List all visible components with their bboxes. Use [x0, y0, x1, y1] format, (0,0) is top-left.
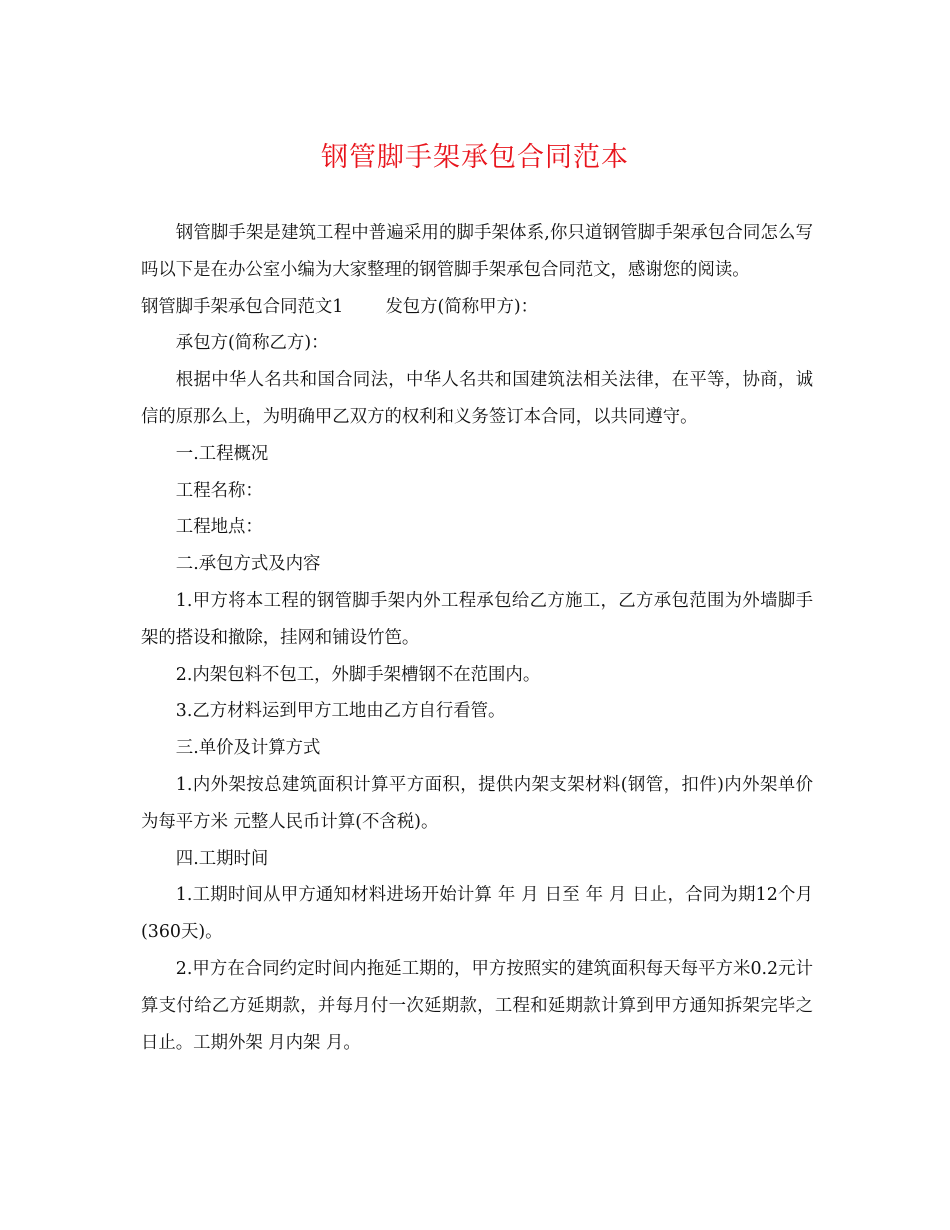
clause-schedule-1: 1.工期时间从甲方通知材料进场开始计算 年 月 日至 年 月 日止，合同为期12个月(360天)。 — [141, 885, 813, 943]
clause-pricing-1: 1.内外架按总建筑面积计算平方面积，提供内架支架材料(钢管，扣件)内外架单价为每平方米 元整人民币计算(不含税)。 — [141, 774, 813, 832]
contractor-label: 承包方(简称乙方)： — [175, 333, 329, 354]
sample-heading: 钢管脚手架承包合同范文1 — [141, 296, 344, 317]
section-heading-overview: 一.工程概况 — [175, 443, 269, 464]
intro-paragraph: 钢管脚手架是建筑工程中普遍采用的脚手架体系,你只道钢管脚手架承包合同怎么写吗以下是在办公室小编为大家整理的钢管脚手架承包合同范文，感谢您的阅读。 — [141, 223, 813, 280]
employer-label: 发包方(简称甲方)： — [385, 296, 539, 317]
section-heading-pricing: 三.单价及计算方式 — [175, 738, 321, 759]
sample-heading-line — [141, 289, 813, 326]
clause-schedule-2: 2.甲方在合同约定时间内拖延工期的，甲方按照实的建筑面积每天每平方米0.2元计算支付给乙方延期款，并每月付一次延期款，工程和延期款计算到甲方通知拆架完毕之日止。工期外架 月内架 月。 — [141, 958, 813, 1053]
clause-scope-2: 2.内架包料不包工，外脚手架槽钢不在范围内。 — [175, 664, 541, 685]
document-title: 钢管脚手架承包合同范本 — [321, 142, 629, 173]
clause-scope-3: 3.乙方材料运到甲方工地由乙方自行看管。 — [175, 701, 506, 722]
project-location-field: 工程地点： — [175, 517, 263, 538]
legal-basis-paragraph: 根据中华人名共和国合同法，中华人名共和国建筑法相关法律，在平等，协商，诚信的原那么上，为明确甲乙双方的权利和义务签订本合同，以共同遵守。 — [141, 370, 813, 427]
clause-scope-1: 1.甲方将本工程的钢管脚手架内外工程承包给乙方施工，乙方承包范围为外墙脚手架的搭设和撤除，挂网和铺设竹笆。 — [141, 590, 813, 648]
section-heading-contract-scope: 二.承包方式及内容 — [175, 554, 321, 575]
document-body — [141, 215, 813, 1061]
project-name-field: 工程名称： — [175, 480, 263, 501]
section-heading-schedule: 四.工期时间 — [175, 848, 269, 869]
